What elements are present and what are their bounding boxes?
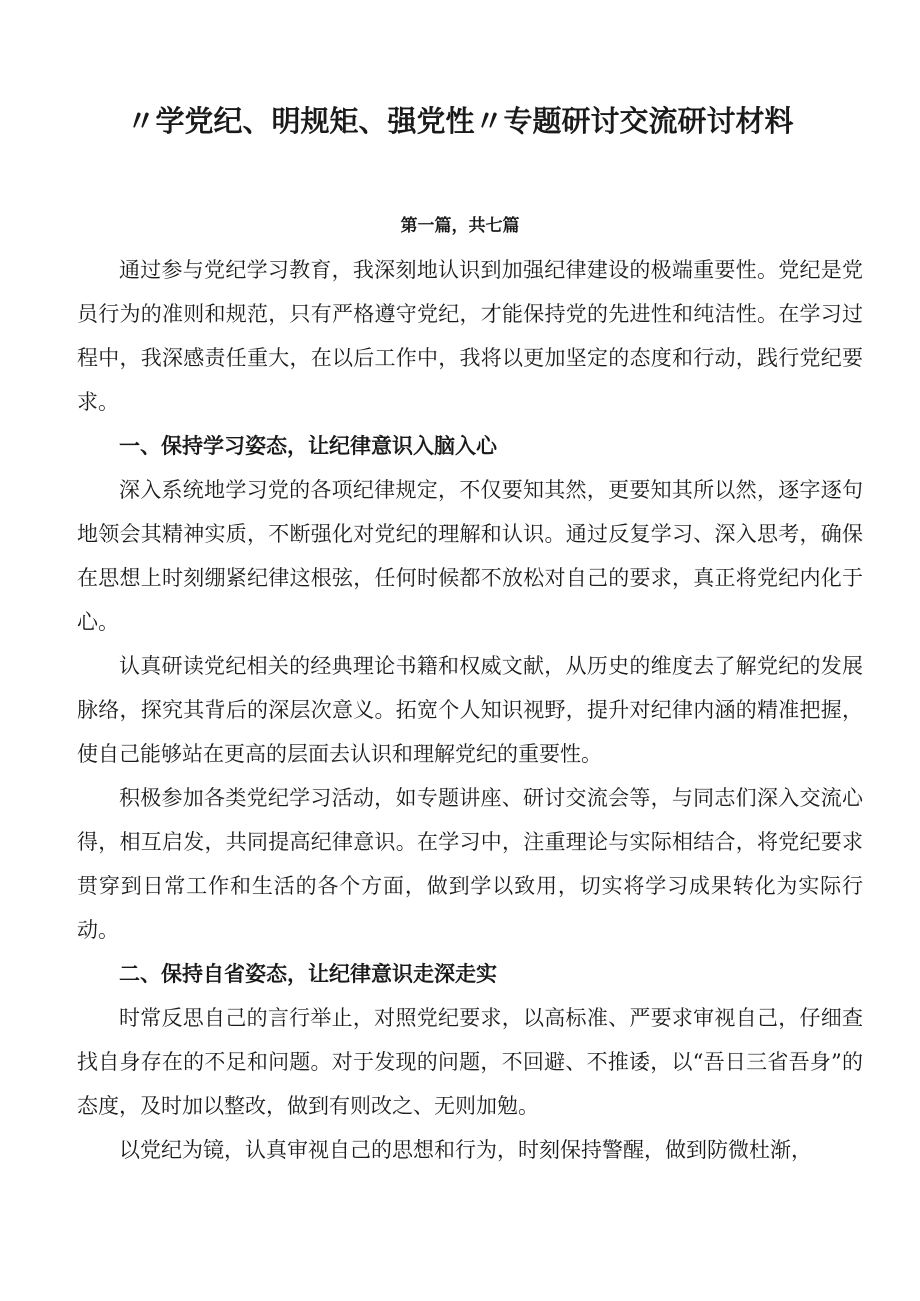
paragraph: 积极参加各类党纪学习活动，如专题讲座、研讨交流会等，与同志们深入交流心得，相互启发，共同提高纪律意识。在学习中，注重理论与实际相结合，将党纪要求贯穿到日常工作和生活的各个方面，做到学以致用，切实将学习成果转化为实际行动。 [77, 786, 863, 942]
document-subtitle: 第一篇，共七篇 [400, 216, 520, 236]
paragraph: 深入系统地学习党的各项纪律规定，不仅要知其然，更要知其所以然，逐字逐句地领会其精神实质，不断强化对党纪的理解和认识。通过反复学习、深入思考，确保在思想上时刻绷紧纪律这根弦，任何时候都不放松对自己的要求，真正将党纪内化于心。 [77, 478, 863, 634]
paragraph: 时常反思自己的言行举止，对照党纪要求，以高标准、严要求审视自己，仔细查找自身存在的不足和问题。对于发现的问题，不回避、不推诿，以“吾日三省吾身”的态度，及时加以整改，做到有则改之、无则加勉。 [77, 1006, 863, 1118]
paragraph-intro: 通过参与党纪学习教育，我深刻地认识到加强纪律建设的极端重要性。党纪是党员行为的准则和规范，只有严格遵守党纪，才能保持党的先进性和纯洁性。在学习过程中，我深感责任重大，在以后工作中，我将以更加坚定的态度和行动，践行党纪要求。 [77, 258, 863, 414]
document-title: 〃学党纪、明规矩、强党性〃专题研讨交流研讨材料 [126, 104, 794, 138]
paragraph: 以党纪为镜，认真审视自己的思想和行为，时刻保持警醒，做到防微杜渐， [119, 1138, 812, 1162]
document-body [77, 248, 863, 1172]
section-heading-1: 一、保持学习姿态，让纪律意识入脑入心 [119, 433, 497, 458]
paragraph: 认真研读党纪相关的经典理论书籍和权威文献，从历史的维度去了解党纪的发展脉络，探究其背后的深层次意义。拓宽个人知识视野，提升对纪律内涵的精准把握，使自己能够站在更高的层面去认识和理解党纪的重要性。 [77, 654, 863, 766]
section-heading-2: 二、保持自省姿态，让纪律意识走深走实 [119, 961, 497, 986]
